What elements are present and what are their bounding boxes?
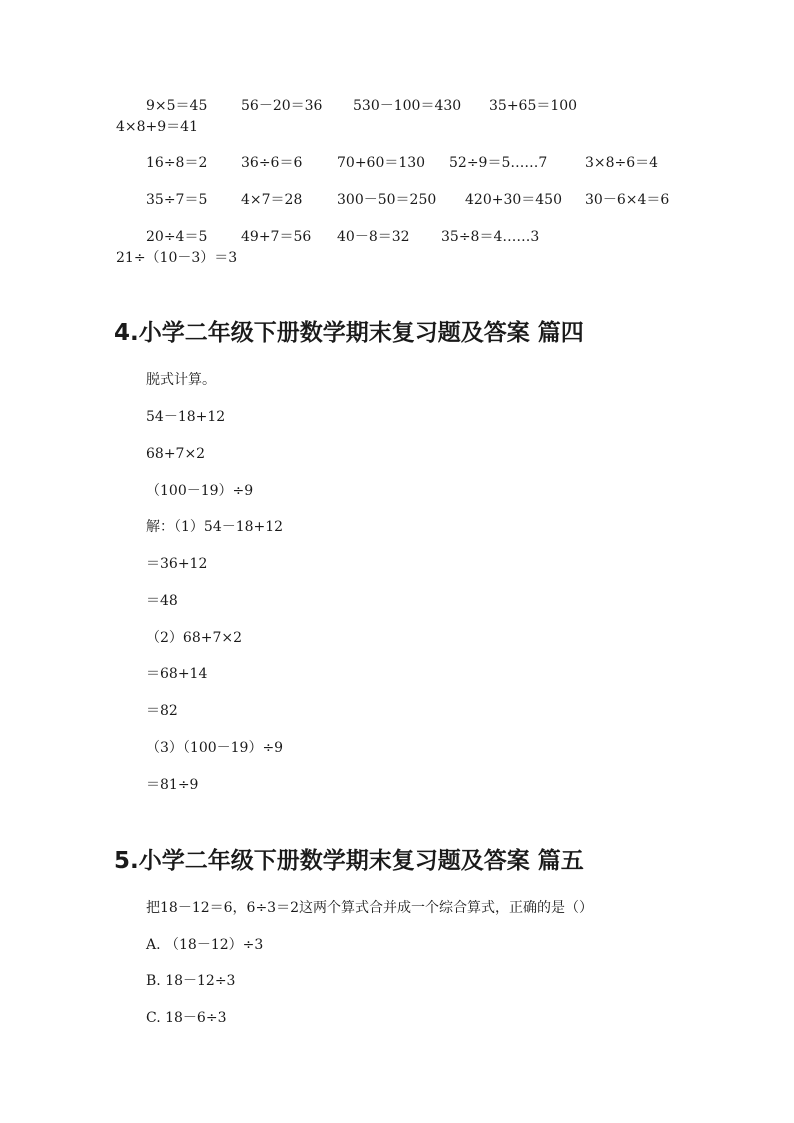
arith-item: 21÷（10－3）＝3 [116,250,238,266]
calc-line: ＝36+12 [146,556,208,572]
option-a: A. （18－12）÷3 [146,937,264,953]
section-heading: 4.小学二年级下册数学期末复习题及答案 篇四 [114,320,584,346]
section-intro: 脱式计算。 [146,372,216,388]
option-c: C. 18－6÷3 [146,1010,227,1026]
arith-item: 52÷9＝5……7 [449,155,548,171]
arith-item: 9×5＝45 [146,98,208,114]
arith-item: 16÷8＝2 [146,155,208,171]
arith-item: 20÷4＝5 [146,229,208,245]
calc-line: ＝81÷9 [146,777,199,793]
calc-line: 54－18+12 [146,409,226,425]
arith-item: 3×8÷6＝4 [585,155,659,171]
arith-item: 49+7＝56 [241,229,312,245]
question-text: 把18－12＝6，6÷3＝2这两个算式合并成一个综合算式，正确的是（） [146,900,593,916]
calc-line: （3）（100－19）÷9 [146,740,284,756]
calc-line: 68+7×2 [146,446,206,462]
arith-item: 56－20＝36 [241,98,323,114]
arith-item: 300－50＝250 [337,192,437,208]
calc-line: （2）68+7×2 [146,630,242,646]
arith-item: 420+30＝450 [465,192,562,208]
arith-item: 70+60＝130 [337,155,426,171]
arith-item: 4×8+9＝41 [116,119,198,135]
arith-item: 4×7＝28 [241,192,303,208]
arith-item: 35÷8＝4……3 [441,229,540,245]
section-heading: 5.小学二年级下册数学期末复习题及答案 篇五 [114,848,584,874]
arith-item: 35÷7＝5 [146,192,208,208]
arith-item: 30－6×4＝6 [585,192,670,208]
arith-item: 40－8＝32 [337,229,410,245]
option-b: B. 18－12÷3 [146,973,236,989]
calc-line: （100－19）÷9 [146,483,254,499]
arith-item: 530－100＝430 [353,98,462,114]
calc-line: 解：（1）54－18+12 [146,519,284,535]
calc-line: ＝82 [146,703,178,719]
arith-item: 36÷6＝6 [241,155,303,171]
calc-line: ＝48 [146,593,178,609]
calc-line: ＝68+14 [146,666,208,682]
arith-item: 35+65＝100 [489,98,578,114]
